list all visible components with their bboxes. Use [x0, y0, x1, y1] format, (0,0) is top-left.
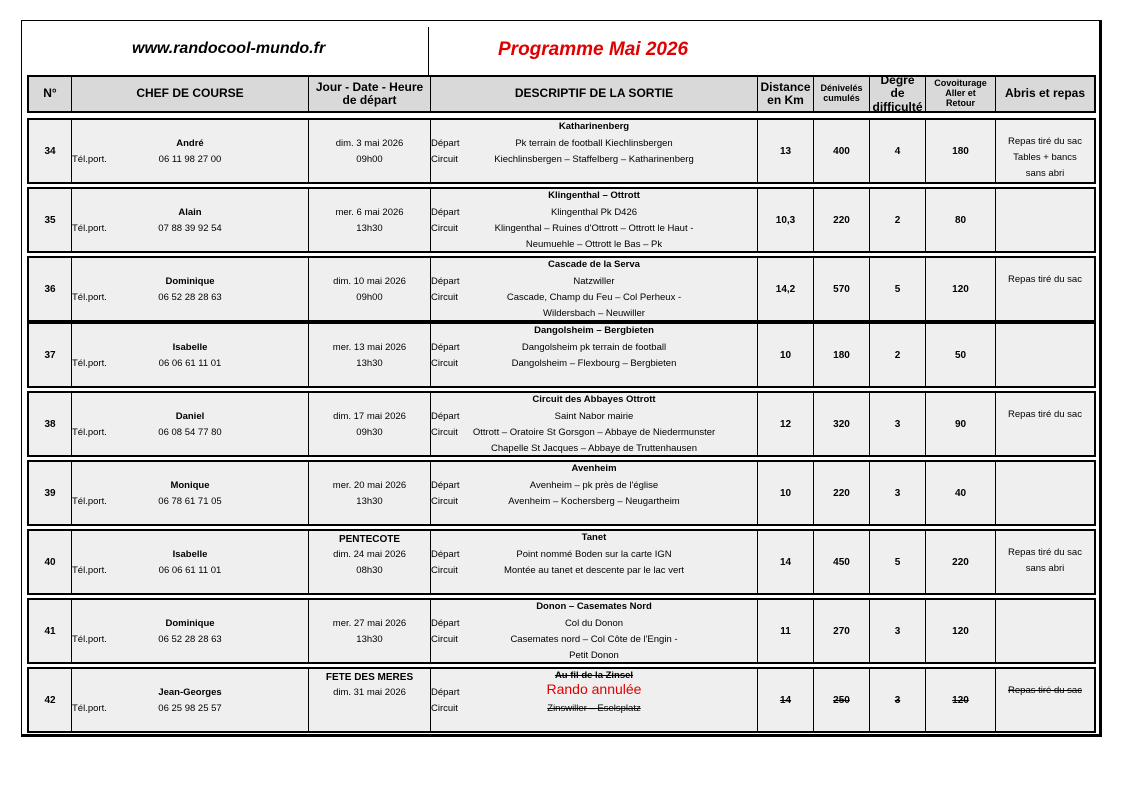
title-divider [428, 27, 429, 75]
distance-value: 14,2 [775, 283, 796, 295]
chef-phone: 06 52 28 28 63 [158, 634, 222, 645]
row-cell [814, 120, 870, 182]
phone-label: Tél.port. [72, 565, 107, 576]
depart-label: Départ [431, 342, 460, 353]
outing-title: Tanet [581, 532, 607, 543]
carpool-value: 80 [954, 214, 967, 226]
elevation-value: 400 [833, 145, 850, 157]
circuit-line-1: Zinswiller – Eselsplatz [547, 703, 641, 714]
row-number: 38 [44, 418, 56, 430]
chef-name: André [176, 138, 204, 149]
outing-day: dim. 17 mai 2026 [333, 411, 406, 422]
outing-day: mer. 20 mai 2026 [332, 480, 407, 491]
row-cell [814, 462, 870, 524]
distance-value: 13 [779, 145, 792, 157]
row-cell [814, 324, 870, 386]
row-cell [758, 531, 814, 593]
col-date-header: Jour - Date - Heure de départ [309, 77, 431, 111]
row-cell [870, 600, 926, 662]
carpool-value: 120 [952, 625, 969, 637]
chef-phone: 07 88 39 92 54 [158, 223, 222, 234]
circuit-line-2: Neumuehle – Ottrott le Bas – Pk [525, 239, 663, 250]
table-row [27, 391, 1096, 457]
meal-info: Repas tiré du sac [1008, 685, 1082, 696]
table-row [27, 598, 1096, 664]
distance-value: 10,3 [775, 214, 796, 226]
outing-time: 13h30 [356, 358, 383, 369]
table-row [27, 256, 1096, 322]
elevation-value: 250 [833, 694, 850, 706]
difficulty-value: 3 [894, 625, 901, 637]
phone-label: Tél.port. [72, 427, 107, 438]
site-url[interactable]: www.randocool-mundo.fr [132, 40, 326, 57]
difficulty-value: 5 [894, 556, 901, 568]
outing-day: dim. 10 mai 2026 [333, 276, 406, 287]
circuit-line-1: Ottrott – Oratoire St Gorsgon – Abbaye de Niedermunster [472, 427, 716, 438]
carpool-value: 120 [952, 694, 969, 706]
row-cell [758, 669, 814, 731]
row-cell [72, 462, 309, 524]
row-cell [72, 120, 309, 182]
depart-location: Saint Nabor mairie [554, 411, 634, 422]
circuit-line-1: Casemates nord – Col Côte de l'Engin - [510, 634, 678, 645]
distance-value: 14 [779, 556, 792, 568]
col-dist-header: Distance en Km [758, 77, 814, 111]
carpool-value: 40 [954, 487, 967, 499]
row-number: 36 [44, 283, 56, 295]
circuit-label: Circuit [431, 496, 458, 507]
row-cell [431, 120, 758, 182]
circuit-line-1: Cascade, Champ du Feu – Col Perheux - [506, 292, 682, 303]
row-cell [29, 393, 72, 455]
distance-value: 12 [779, 418, 792, 430]
row-cell [996, 600, 1094, 662]
chef-phone: 06 78 61 71 05 [158, 496, 222, 507]
row-cell [926, 324, 996, 386]
circuit-label: Circuit [431, 154, 458, 165]
outing-time: 13h30 [356, 223, 383, 234]
outing-title: Avenheim [571, 463, 617, 474]
carpool-value: 50 [954, 349, 967, 361]
row-cell [758, 393, 814, 455]
phone-label: Tél.port. [72, 358, 107, 369]
chef-name: Monique [170, 480, 210, 491]
row-number: 41 [44, 625, 56, 637]
row-cell [814, 393, 870, 455]
row-cell [431, 462, 758, 524]
outing-day: mer. 6 mai 2026 [335, 207, 404, 218]
outing-title: Klingenthal – Ottrott [548, 190, 640, 201]
outing-title: Circuit des Abbayes Ottrott [532, 394, 656, 405]
outing-time: 09h00 [356, 154, 383, 165]
row-number: 42 [44, 694, 56, 706]
row-cell [758, 258, 814, 320]
row-cell [996, 531, 1094, 593]
chef-phone: 06 11 98 27 00 [158, 154, 222, 165]
depart-label: Départ [431, 276, 460, 287]
circuit-label: Circuit [431, 703, 458, 714]
frame-right-border [1099, 20, 1101, 737]
circuit-line-1: Kiechlinsbergen – Staffelberg – Katharinenberg [494, 154, 694, 165]
row-cell [926, 393, 996, 455]
outing-title: Donon – Casemates Nord [536, 601, 652, 612]
row-cell [758, 120, 814, 182]
row-cell [870, 669, 926, 731]
row-cell [926, 258, 996, 320]
difficulty-value: 2 [894, 214, 901, 226]
row-cell [870, 393, 926, 455]
meal-info: Repas tiré du sac [1008, 409, 1082, 420]
outing-day: mer. 27 mai 2026 [332, 618, 407, 629]
row-cell [309, 531, 431, 593]
col-cov-header: Covoiturage Aller et Retour [926, 77, 996, 111]
row-cell [431, 189, 758, 251]
outing-day: dim. 24 mai 2026 [333, 549, 406, 560]
row-cell [309, 120, 431, 182]
row-cell [996, 258, 1094, 320]
row-cell [926, 600, 996, 662]
depart-label: Départ [431, 138, 460, 149]
chef-name: Dominique [165, 276, 215, 287]
row-cell [309, 189, 431, 251]
row-cell [758, 462, 814, 524]
row-cell [926, 120, 996, 182]
outing-day: dim. 3 mai 2026 [335, 138, 404, 149]
depart-location: Col du Donon [564, 618, 624, 629]
row-cell [996, 393, 1094, 455]
difficulty-value: 3 [894, 418, 901, 430]
row-cell [870, 120, 926, 182]
phone-label: Tél.port. [72, 154, 107, 165]
row-number: 39 [44, 487, 56, 499]
circuit-label: Circuit [431, 565, 458, 576]
depart-label: Départ [431, 411, 460, 422]
row-cell [309, 393, 431, 455]
depart-label: Départ [431, 207, 460, 218]
outing-time: 08h30 [356, 565, 383, 576]
phone-label: Tél.port. [72, 292, 107, 303]
frame-bottom-border [21, 734, 1102, 737]
chef-phone: 06 06 61 11 01 [158, 565, 222, 576]
depart-label: Départ [431, 549, 460, 560]
row-cell [72, 324, 309, 386]
row-cell [996, 120, 1094, 182]
row-cell [309, 669, 431, 731]
table-header [27, 75, 1096, 113]
row-number: 40 [44, 556, 56, 568]
circuit-label: Circuit [431, 358, 458, 369]
row-cell [870, 189, 926, 251]
meal-info: Tables + bancs [1013, 152, 1077, 163]
row-cell [29, 669, 72, 731]
outing-day: dim. 31 mai 2026 [333, 687, 406, 698]
chef-phone: 06 08 54 77 80 [158, 427, 222, 438]
circuit-line-1: Klingenthal – Ruines d'Ottrott – Ottrott le Haut - [494, 223, 694, 234]
depart-label: Départ [431, 687, 460, 698]
phone-label: Tél.port. [72, 634, 107, 645]
chef-name: Daniel [175, 411, 205, 422]
row-cell [29, 531, 72, 593]
distance-value: 14 [779, 694, 792, 706]
row-cell [29, 324, 72, 386]
col-num-header: N° [29, 77, 72, 111]
chef-name: Isabelle [172, 342, 208, 353]
outing-time: 13h30 [356, 634, 383, 645]
circuit-line-2: Wildersbach – Neuwiller [543, 308, 645, 319]
elevation-value: 320 [833, 418, 850, 430]
distance-value: 11 [780, 625, 791, 637]
col-den-header: Dénivelés cumulés [814, 77, 870, 111]
chef-name: Alain [178, 207, 202, 218]
row-cell [431, 531, 758, 593]
outing-title: Cascade de la Serva [548, 259, 640, 270]
chef-name: Isabelle [172, 549, 208, 560]
meal-info: Repas tiré du sac [1008, 274, 1082, 285]
row-cell [29, 600, 72, 662]
program-title: Programme Mai 2026 [498, 39, 689, 60]
phone-label: Tél.port. [72, 496, 107, 507]
circuit-label: Circuit [431, 427, 458, 438]
table-row [27, 667, 1096, 733]
meal-info: sans abri [1025, 168, 1065, 179]
row-cell [431, 600, 758, 662]
outing-title: Katharinenberg [558, 121, 630, 132]
row-cell [870, 462, 926, 524]
circuit-line-2: Chapelle St Jacques – Abbaye de Truttenhausen [491, 443, 697, 454]
table-row [27, 118, 1096, 184]
table-row [27, 187, 1096, 253]
row-cell [926, 462, 996, 524]
circuit-line-1: Avenheim – Kochersberg – Neugartheim [508, 496, 680, 507]
table-row [27, 460, 1096, 526]
outing-day: mer. 13 mai 2026 [332, 342, 407, 353]
outing-time: 09h30 [356, 427, 383, 438]
row-cell [870, 324, 926, 386]
row-cell [758, 600, 814, 662]
depart-location: Point nommé Boden sur la carte IGN [516, 549, 672, 560]
table-row [27, 322, 1096, 388]
row-cell [870, 258, 926, 320]
row-cell [996, 324, 1094, 386]
row-cell [431, 324, 758, 386]
outing-title: Au fil de la Zinsel [554, 670, 634, 681]
circuit-label: Circuit [431, 292, 458, 303]
carpool-value: 120 [952, 283, 969, 295]
col-desc-header: DESCRIPTIF DE LA SORTIE [431, 77, 758, 111]
outing-time: 09h00 [356, 292, 383, 303]
row-cell [996, 669, 1094, 731]
cancel-notice: Rando annulée [546, 681, 642, 697]
circuit-line-1: Dangolsheim – Flexbourg – Bergbieten [511, 358, 677, 369]
event-note: FETE DES MERES [325, 672, 414, 683]
table-row [27, 529, 1096, 595]
depart-location: Dangolsheim pk terrain de football [521, 342, 667, 353]
distance-value: 10 [779, 487, 792, 499]
circuit-line-2: Petit Donon [569, 650, 619, 661]
row-cell [814, 531, 870, 593]
chef-phone: 06 06 61 11 01 [158, 358, 222, 369]
elevation-value: 220 [833, 214, 850, 226]
row-cell [72, 669, 309, 731]
chef-phone: 06 25 98 25 57 [158, 703, 222, 714]
depart-location: Natzwiller [573, 276, 615, 287]
row-number: 34 [44, 145, 56, 157]
elevation-value: 220 [833, 487, 850, 499]
difficulty-value: 3 [894, 487, 901, 499]
row-cell [29, 189, 72, 251]
difficulty-value: 5 [894, 283, 901, 295]
elevation-value: 570 [833, 283, 850, 295]
row-cell [814, 600, 870, 662]
row-cell [758, 324, 814, 386]
chef-name: Dominique [165, 618, 215, 629]
row-cell [309, 324, 431, 386]
col-chef-header: CHEF DE COURSE [72, 77, 309, 111]
row-cell [926, 531, 996, 593]
elevation-value: 450 [833, 556, 850, 568]
row-cell [996, 462, 1094, 524]
row-cell [29, 120, 72, 182]
elevation-value: 270 [833, 625, 850, 637]
row-cell [758, 189, 814, 251]
distance-value: 10 [779, 349, 792, 361]
carpool-value: 180 [952, 145, 969, 157]
col-abris-header: Abris et repas [1004, 86, 1086, 101]
row-cell [29, 462, 72, 524]
circuit-line-1: Montée au tanet et descente par le lac vert [503, 565, 685, 576]
row-cell [431, 258, 758, 320]
row-cell [72, 258, 309, 320]
meal-info: sans abri [1025, 563, 1065, 574]
row-cell [926, 189, 996, 251]
row-cell [72, 189, 309, 251]
depart-location: Klingenthal Pk D426 [550, 207, 638, 218]
depart-label: Départ [431, 618, 460, 629]
row-cell [309, 258, 431, 320]
circuit-label: Circuit [431, 634, 458, 645]
row-cell [870, 531, 926, 593]
carpool-value: 220 [952, 556, 969, 568]
row-cell [309, 600, 431, 662]
chef-name: Jean-Georges [158, 687, 222, 698]
outing-time: 13h30 [356, 496, 383, 507]
row-cell [29, 258, 72, 320]
depart-location: Avenheim – pk près de l'église [529, 480, 659, 491]
depart-label: Départ [431, 480, 460, 491]
circuit-label: Circuit [431, 223, 458, 234]
row-cell [814, 258, 870, 320]
event-note: PENTECOTE [338, 534, 401, 545]
row-cell [72, 393, 309, 455]
difficulty-value: 2 [894, 349, 901, 361]
row-cell [431, 393, 758, 455]
row-cell [926, 669, 996, 731]
carpool-value: 90 [954, 418, 967, 430]
row-number: 37 [44, 349, 56, 361]
depart-location: Pk terrain de football Kiechlinsbergen [515, 138, 673, 149]
row-cell [996, 189, 1094, 251]
row-number: 35 [44, 214, 56, 226]
meal-info: Repas tiré du sac [1008, 547, 1082, 558]
chef-phone: 06 52 28 28 63 [158, 292, 222, 303]
phone-label: Tél.port. [72, 223, 107, 234]
outing-title: Dangolsheim – Bergbieten [534, 325, 654, 336]
elevation-value: 180 [833, 349, 850, 361]
difficulty-value: 3 [894, 694, 901, 706]
row-cell [431, 669, 758, 731]
col-diff-header: Degré de difficulté [870, 77, 926, 111]
row-cell [72, 531, 309, 593]
row-cell [814, 189, 870, 251]
difficulty-value: 4 [894, 145, 901, 157]
meal-info: Repas tiré du sac [1008, 136, 1082, 147]
row-cell [814, 669, 870, 731]
phone-label: Tél.port. [72, 703, 107, 714]
row-cell [309, 462, 431, 524]
row-cell [72, 600, 309, 662]
